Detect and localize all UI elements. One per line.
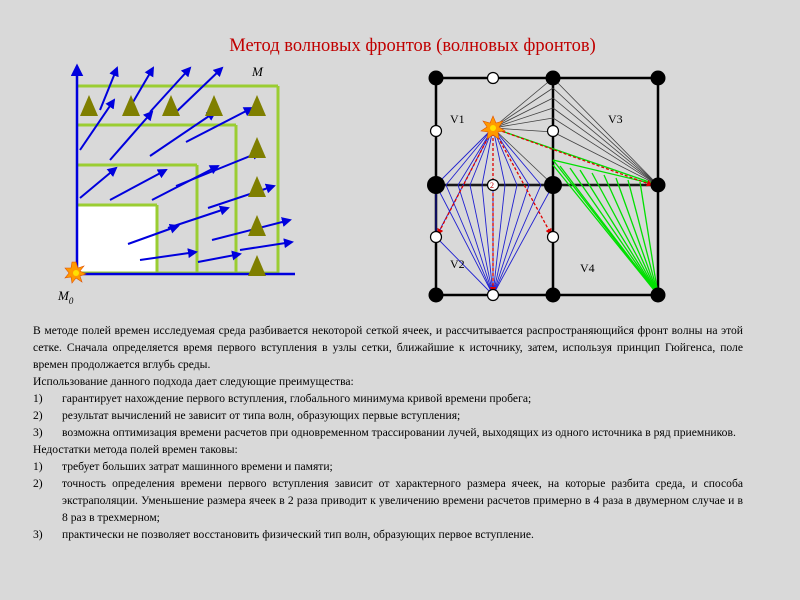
- list-number: 3): [33, 528, 43, 541]
- list-text: практически не позволяет восстановить физический тип волн, образующих первое вступление.: [62, 528, 534, 541]
- list-number: 2): [33, 409, 43, 422]
- list-number: 1): [33, 392, 43, 405]
- list-text: возможна оптимизация времени расчетов при одновременном трассировании лучей, выходящих из одного источника в ряд приемников.: [62, 426, 736, 439]
- source-label-sub: 0: [68, 296, 74, 306]
- source-label: [57, 288, 74, 306]
- list-number: 2): [33, 477, 43, 490]
- cell-label-v4: V4: [580, 261, 595, 275]
- green-rays: [493, 128, 658, 295]
- cell-label-v2: V2: [450, 257, 465, 271]
- list-item: [33, 424, 743, 441]
- cell-label-v3: V3: [608, 112, 623, 126]
- drawbacks-list: [33, 458, 743, 543]
- drawbacks-intro: Недостатки метода полей времен таковы:: [33, 443, 238, 456]
- list-text: гарантирует нахождение первого вступления, глобального минимума кривой времени пробега;: [62, 392, 532, 405]
- list-item: [33, 526, 743, 543]
- intro-paragraph: В методе полей времен исследуемая среда разбивается некоторой сеткой ячеек, и рассчитывается распространяющийся фронт волны на этой сетке. Сначала определяется время первого вступления в узлы сетки, ближайшие к источнику, затем, используя принцип Гюйгенса, поле времен продолжается вглубь среды.: [33, 324, 743, 371]
- target-label: M: [252, 64, 263, 79]
- source-cell: [78, 205, 157, 273]
- advantages-intro: Использование данного подхода дает следующие преимущества:: [33, 375, 354, 388]
- list-text: точность определения времени первого вступления зависит от характерного размера ячеек, на которые разбита среда, и способа экстраполяции. Уменьшение размера ячеек в 2 раза приводит к увеличению времени расчетов примерно в 4 раза в двумерном случае и в 8 раз в трехмерном;: [62, 477, 743, 524]
- list-item: [33, 458, 743, 475]
- source-label-letter: M: [58, 288, 69, 303]
- list-item: [33, 475, 743, 526]
- right-grid-figure: [427, 71, 666, 303]
- list-number: 3): [33, 426, 43, 439]
- list-text: результат вычислений не зависит от типа волн, образующих первые вступления;: [62, 409, 461, 422]
- left-grid-figure: [57, 64, 295, 306]
- list-number: 1): [33, 460, 43, 473]
- list-item: [33, 407, 743, 424]
- advantages-list: [33, 390, 743, 441]
- page-title: Метод волновых фронтов (волновых фронтов): [229, 36, 596, 56]
- body-text: [33, 322, 743, 543]
- cell-label-v1: V1: [450, 112, 465, 126]
- node-marker: 2: [490, 181, 494, 190]
- list-item: [33, 390, 743, 407]
- list-text: требует больших затрат машинного времени и памяти;: [62, 460, 333, 473]
